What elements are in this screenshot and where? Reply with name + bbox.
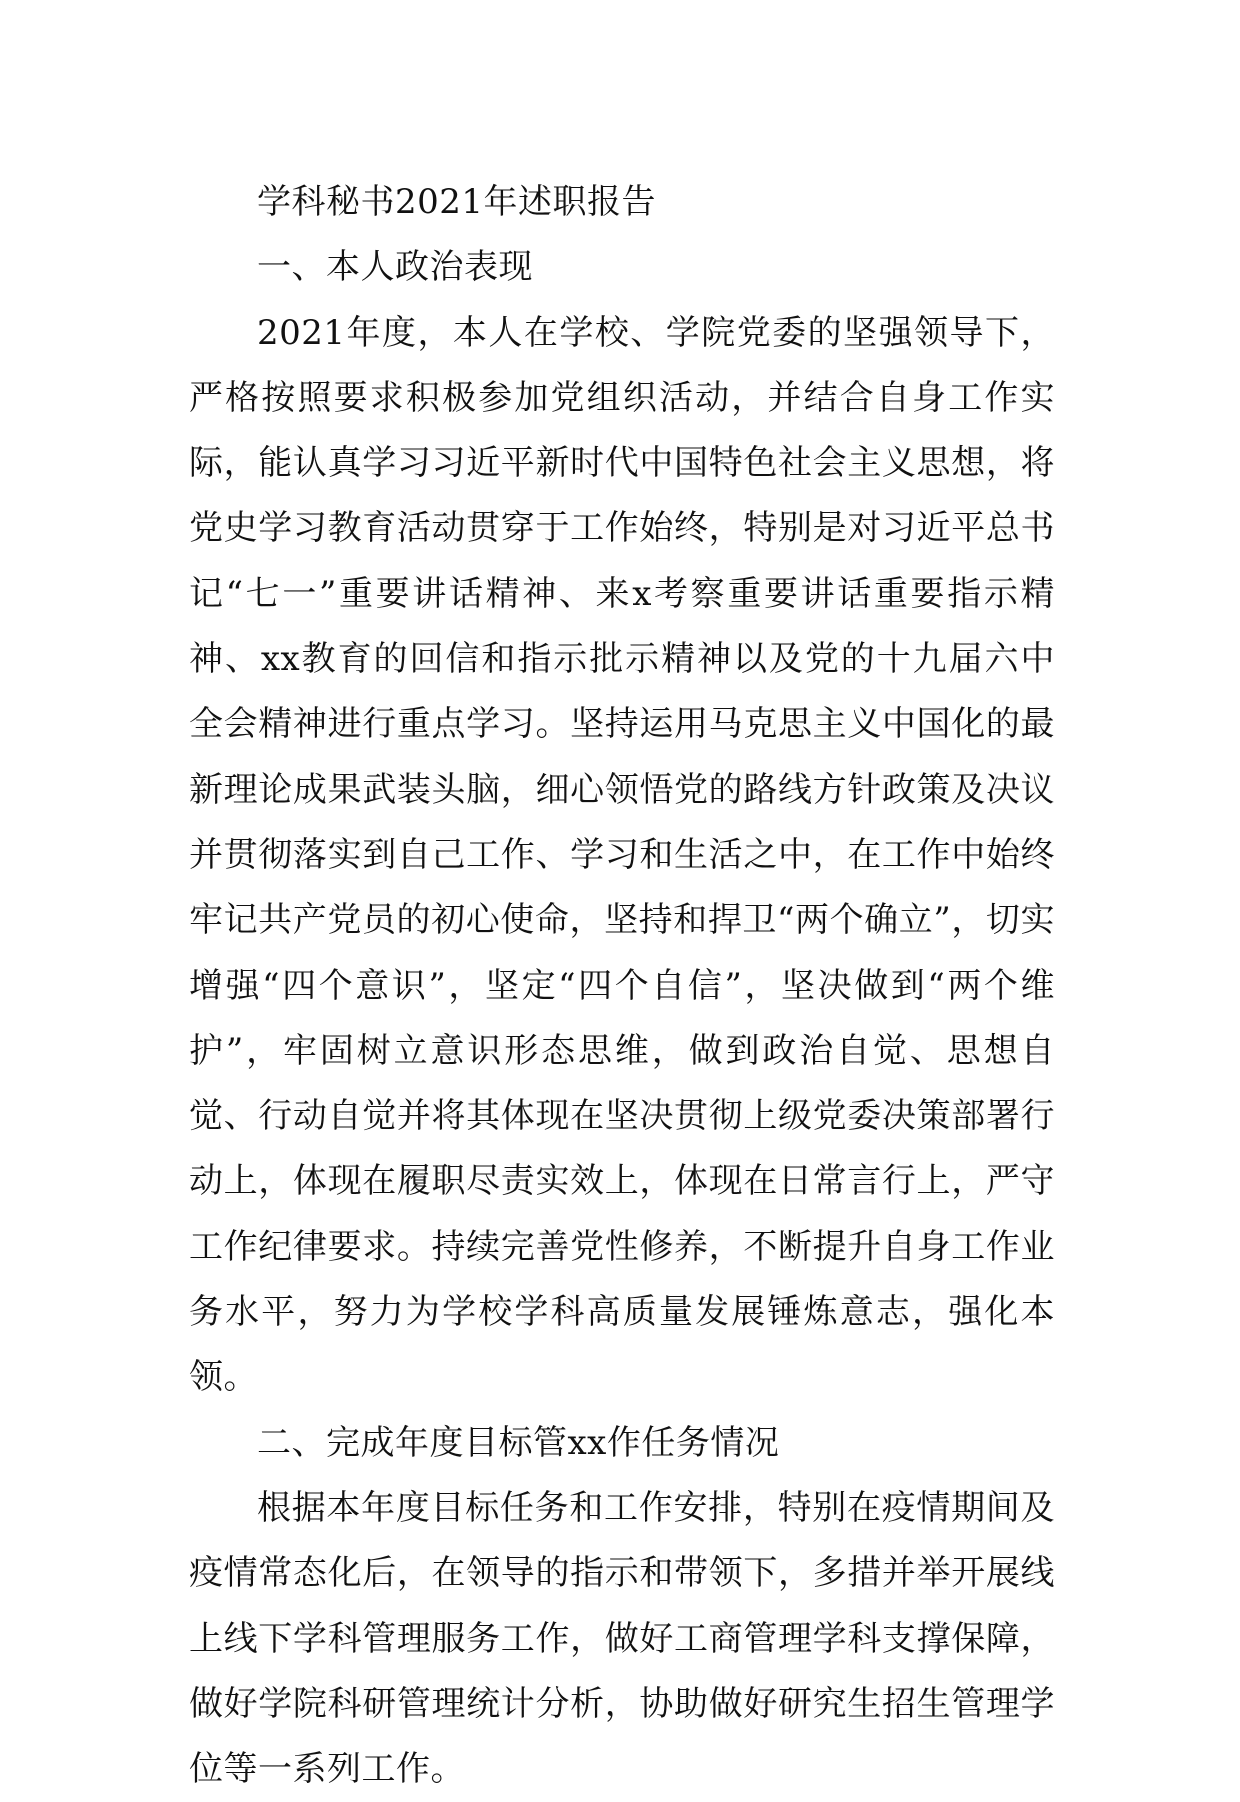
section-2-paragraph: 根据本年度目标任务和工作安排，特别在疫情期间及疫情常态化后，在领导的指示和带领下，多措并举开展线上线下学科管理服务工作，做好工商管理学科支撑保障，做好学院科研管理统计分析，协助做好研究生招生管理学位等一系列工作。 <box>189 1487 1055 1790</box>
document-title: 学科秘书2021年述职报告 <box>257 182 657 222</box>
section-1-heading: 一、本人政治表现 <box>257 247 533 288</box>
section-1-paragraph: 2021年度，本人在学校、学院党委的坚强领导下，严格按照要求积极参加党组织活动，并结合自身工作实际，能认真学习习近平新时代中国特色社会主义思想，将党史学习教育活动贯穿于工作始终，特别是对习近平总书记“七一”重要讲话精神、来x考察重要讲话重要指示精神、xx教育的回信和指示批示精神以及党的十九届六中全会精神进行重点学习。坚持运用马克思主义中国化的最新理论成果武装头脑，细心领悟党的路线方针政策及决议并贯彻落实到自己工作、学习和生活之中，在工作中始终牢记共产党员的初心使命，坚持和捍卫“两个确立”，切实增强“四个意识”，坚定“四个自信”，坚决做到“两个维护”，牢固树立意识形态思维，做到政治自觉、思想自觉、行动自觉并将其体现在坚决贯彻上级党委决策部署行动上，体现在履职尽责实效上，体现在日常言行上，严守工作纪律要求。持续完善党性修养，不断提升自身工作业务水平，努力为学校学科高质量发展锤炼意志，强化本领。 <box>189 312 1055 1398</box>
document-body <box>189 170 1055 1802</box>
section-2-heading: 二、完成年度目标管xx作任务情况 <box>257 1422 780 1463</box>
